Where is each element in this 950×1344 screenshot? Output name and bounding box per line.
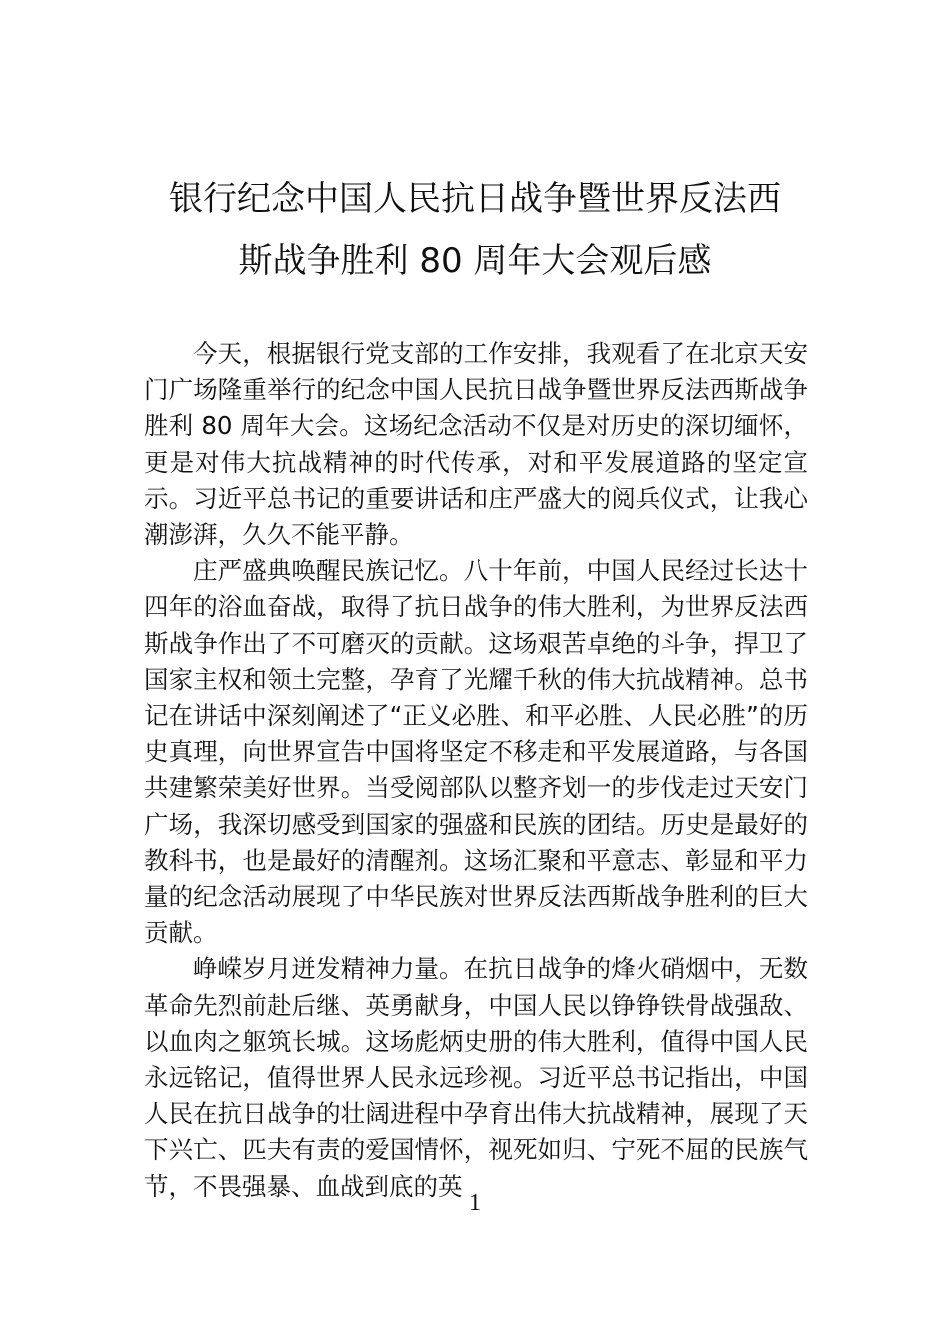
page-number: 1 <box>469 1190 481 1216</box>
paragraph: 今天，根据银行党支部的工作安排，我观看了在北京天安门广场隆重举行的纪念中国人民抗日战争暨世界反法西斯战争胜利 80 周年大会。这场纪念活动不仅是对历史的深切缅怀，更是对伟大抗战精神的时代传承，对和平发展道路的坚定宣示。习近平总书记的重要讲话和庄严盛大的阅兵仪式，让我心潮澎湃，久久不能平静。 <box>144 339 808 550</box>
title-line-1: 银行纪念中国人民抗日战争暨世界反法西 <box>169 179 781 219</box>
paragraph: 峥嵘岁月迸发精神力量。在抗日战争的烽火硝烟中，无数革命先烈前赴后继、英勇献身，中国人民以铮铮铁骨战强敌、以血肉之躯筑长城。这场彪炳史册的伟大胜利，值得中国人民永远铭记，值得世界人民永远珍视。习近平总书记指出，中国人民在抗日战争的壮阔进程中孕育出伟大抗战精神，展现了天下兴亡、匹夫有责的爱国情怀，视死如归、宁死不屈的民族气节，不畏强暴、血战到底的英 <box>144 954 808 1201</box>
paragraph: 庄严盛典唤醒民族记忆。八十年前，中国人民经过长达十四年的浴血奋战，取得了抗日战争的伟大胜利，为世界反法西斯战争作出了不可磨灭的贡献。这场艰苦卓绝的斗争，捍卫了国家主权和领土完整，孕育了光耀千秋的伟大抗战精神。总书记在讲话中深刻阐述了“正义必胜、和平必胜、人民必胜”的历史真理，向世界宣告中国将坚定不移走和平发展道路，与各国共建繁荣美好世界。当受阅部队以整齐划一的步伐走过天安门广场，我深切感受到国家的强盛和民族的团结。历史是最好的教科书，也是最好的清醒剂。这场汇聚和平意志、彰显和平力量的纪念活动展现了中华民族对世界反法西斯战争胜利的巨大贡献。 <box>144 556 808 948</box>
document-body <box>144 336 808 1205</box>
document-title <box>140 168 810 292</box>
title-line-2: 斯战争胜利 80 周年大会观后感 <box>238 241 712 281</box>
